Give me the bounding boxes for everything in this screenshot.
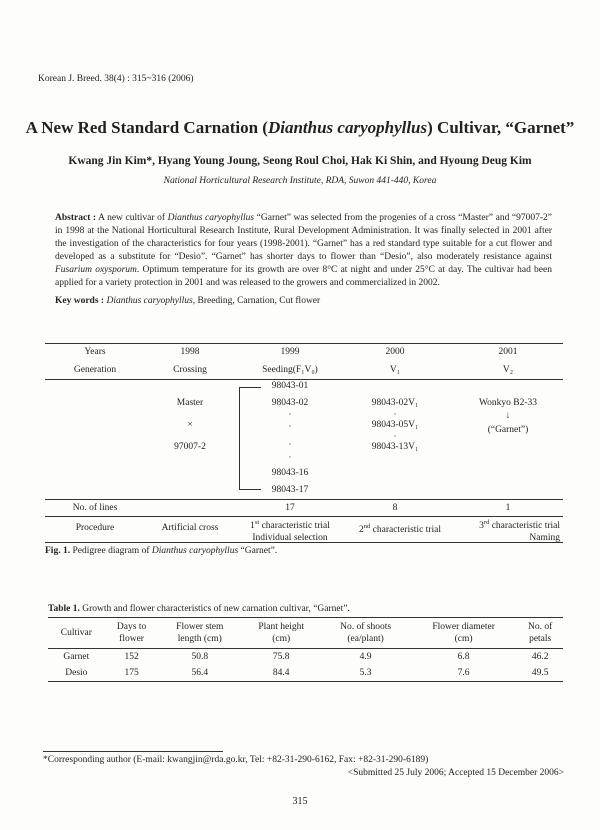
procedure-2001 (460, 517, 560, 544)
table-row (48, 649, 563, 666)
lines-2001: 1 (505, 503, 511, 513)
selection-wonkyo: Wonkyo B2-33 (478, 398, 538, 408)
col-header-stem (158, 618, 241, 649)
table-cell: 6.8 (457, 652, 470, 662)
procedure-2001-naming: Naming (529, 533, 560, 544)
procedure-2001-num: 3 (479, 521, 484, 532)
procedure-1999-num: 1 (250, 521, 255, 532)
abstract-text-2: “Garnet” was selected from the progenies of a cross “Master” and “97007-2” in 1998 at the National Horticultural Research Institute, Rural Development Administration. It was finally selected in 2001 after the investigation of the characteristics for four years (1998-2001). “Garnet” has a red standard type suitable for a cut flower and developed as a substitute for “Desio”. “Garnet” has shorter days to flower than “Desio”, also moderately resistance against (55, 213, 553, 262)
table-cell: 7.6 (410, 665, 517, 682)
lines-label: No. of lines (72, 503, 118, 513)
procedure-1999-text: characteristic trial (259, 521, 330, 532)
seedling-98043-16: 98043-16 (271, 468, 309, 478)
final-name-garnet: (“Garnet”) (487, 425, 529, 435)
col-header-line: (cm) (272, 634, 291, 644)
title-species: Dianthus caryophyllus (267, 118, 428, 137)
v1-dot: · (393, 410, 397, 420)
v1-98043-05: 98043-05V₁ (371, 420, 419, 430)
pedigree-bottom-rule (45, 542, 563, 543)
keywords-label: Key words : (55, 296, 105, 306)
abstract-label: Abstract : (55, 213, 97, 223)
abstract-species: Dianthus caryophyllus (167, 213, 255, 223)
corresponding-author-footnote: *Corresponding author (E-mail: kwangjin@rda.go.kr, Tel: +82-31-290-6162, Fax: +82-31-290-6189) (43, 755, 429, 765)
table-cell: 49.5 (517, 665, 563, 682)
table-cell: 84.4 (241, 665, 321, 682)
procedure-2000 (345, 523, 455, 535)
characteristics-table (48, 617, 563, 682)
procedure-1998: Artificial cross (161, 523, 219, 533)
abstract-text-3: . Optimum temperature for its growth are over 8°C at night and under 25°C at day. The cultivar had been applied for a variety protection in 2001 and was released to the growers and commercialized in 2002. (55, 265, 552, 288)
lines-1999: 17 (285, 503, 295, 513)
table-cell: 56.4 (158, 665, 241, 682)
page-number: 315 (292, 796, 308, 807)
parent-97007-2: 97007-2 (174, 442, 206, 452)
title-post: ) Cultivar, “Garnet” (427, 118, 575, 137)
generation-1998: Crossing (173, 365, 207, 375)
generation-2000: V₁ (389, 365, 401, 375)
procedure-label: Procedure (75, 523, 115, 533)
table-cell: 152 (124, 652, 139, 662)
generation-2001: V₂ (502, 365, 514, 375)
procedure-2000-text: characteristic trial (370, 525, 441, 536)
col-header-line: Flower stem (176, 622, 224, 632)
col-header-cultivar (48, 618, 105, 649)
pedigree-lines-rule (45, 499, 563, 500)
figure-caption-name: “Garnet”. (238, 546, 278, 556)
seedling-98043-02: 98043-02 (271, 398, 309, 408)
figure-caption-text: Pedigree diagram of (70, 546, 152, 556)
v1-98043-13: 98043-13V₁ (371, 442, 419, 452)
journal-citation: Korean J. Breed. 38(4) : 315~316 (2006) (38, 74, 194, 84)
seedling-dot: · (288, 410, 292, 420)
seedling-dot: · (288, 453, 292, 463)
header-1998: 1998 (180, 347, 200, 357)
table-cell: 75.8 (272, 652, 290, 662)
keywords (55, 296, 320, 306)
col-header-line: Cultivar (60, 628, 92, 638)
generation-1999: Seeding(F₁V₀) (262, 365, 318, 375)
paper-title (0, 118, 600, 138)
col-header-shoots (321, 618, 410, 649)
col-header-height (241, 618, 321, 649)
col-header-line: Days to (116, 622, 147, 632)
col-header-line: No. of shoots (340, 622, 392, 632)
procedure-1999-selection: Individual selection (252, 533, 328, 544)
footnote-rule (43, 751, 223, 752)
col-header-days (105, 618, 159, 649)
title-pre: A New Red Standard Carnation ( (25, 118, 268, 137)
table-cell: 46.2 (531, 652, 549, 662)
v1-98043-02: 98043-02V₁ (371, 398, 419, 408)
pedigree-top-rule (45, 343, 563, 344)
table-cell: 50.8 (191, 652, 209, 662)
col-header-line: (ea/plant) (347, 634, 384, 644)
col-header-line: Plant height (258, 622, 305, 632)
down-arrow-icon: ↓ (505, 411, 511, 421)
table-caption (48, 604, 350, 614)
procedure-2000-sup: nd (363, 523, 371, 530)
authors: Kwang Jin Kim*, Hyang Young Joung, Seong Roul Choi, Hak Ki Shin, and Hyoung Deug Kim (68, 155, 532, 167)
table-row (48, 665, 563, 682)
table-caption-text: Growth and flower characteristics of new carnation cultivar, “Garnet”. (79, 604, 350, 614)
keywords-rest: , Breeding, Carnation, Cut flower (192, 296, 321, 306)
header-1999: 1999 (280, 347, 300, 357)
seedling-98043-01: 98043-01 (271, 381, 309, 391)
header-2001: 2001 (498, 347, 518, 357)
table-cell: Desio (48, 665, 105, 682)
col-header-line: length (cm) (177, 634, 222, 644)
figure-caption (45, 546, 277, 556)
keywords-species: Dianthus caryophyllus (106, 296, 193, 306)
col-header-line: Flower diameter (432, 622, 495, 632)
v1-dot: · (393, 432, 397, 442)
table-cell: Garnet (63, 652, 90, 662)
bracket-line (239, 387, 240, 489)
generation-label: Generation (73, 365, 117, 375)
affiliation: National Horticultural Research Institute, RDA, Suwon 441-440, Korea (163, 176, 437, 186)
table-cell: 4.9 (359, 652, 372, 662)
seedling-dot: · (288, 422, 292, 432)
abstract (55, 212, 552, 290)
header-2000: 2000 (385, 347, 405, 357)
col-header-line: petals (529, 634, 552, 644)
col-header-petals (517, 618, 563, 649)
seedling-98043-17: 98043-17 (271, 485, 309, 495)
abstract-pathogen: Fusarium oxysporum (55, 265, 137, 275)
figure-label: Fig. 1. (45, 546, 71, 556)
figure-caption-species: Dianthus caryophyllus (151, 546, 239, 556)
col-header-line: (cm) (454, 634, 473, 644)
col-header-diameter (410, 618, 517, 649)
table-cell: 5.3 (321, 665, 410, 682)
col-header-line: No. of (528, 622, 553, 632)
header-years: Years (84, 347, 106, 357)
procedure-2000-num: 2 (359, 525, 364, 536)
col-header-line: flower (119, 634, 144, 644)
table-cell: 175 (105, 665, 159, 682)
table-label: Table 1. (48, 604, 80, 614)
abstract-text-1: A new cultivar of (96, 213, 168, 223)
table-header-row (48, 618, 563, 649)
procedure-1999 (235, 517, 345, 544)
parent-master: Master (176, 398, 204, 408)
procedure-1999-sup: st (254, 519, 260, 526)
procedure-2001-text: characteristic trial (489, 521, 560, 532)
procedure-2001-sup: rd (483, 519, 490, 526)
cross-symbol: × (187, 420, 193, 430)
seedling-dot: · (288, 440, 292, 450)
pedigree-header-rule (45, 379, 563, 380)
submission-dates: <Submitted 25 July 2006; Accepted 15 December 2006> (347, 768, 564, 778)
lines-2000: 8 (392, 503, 398, 513)
